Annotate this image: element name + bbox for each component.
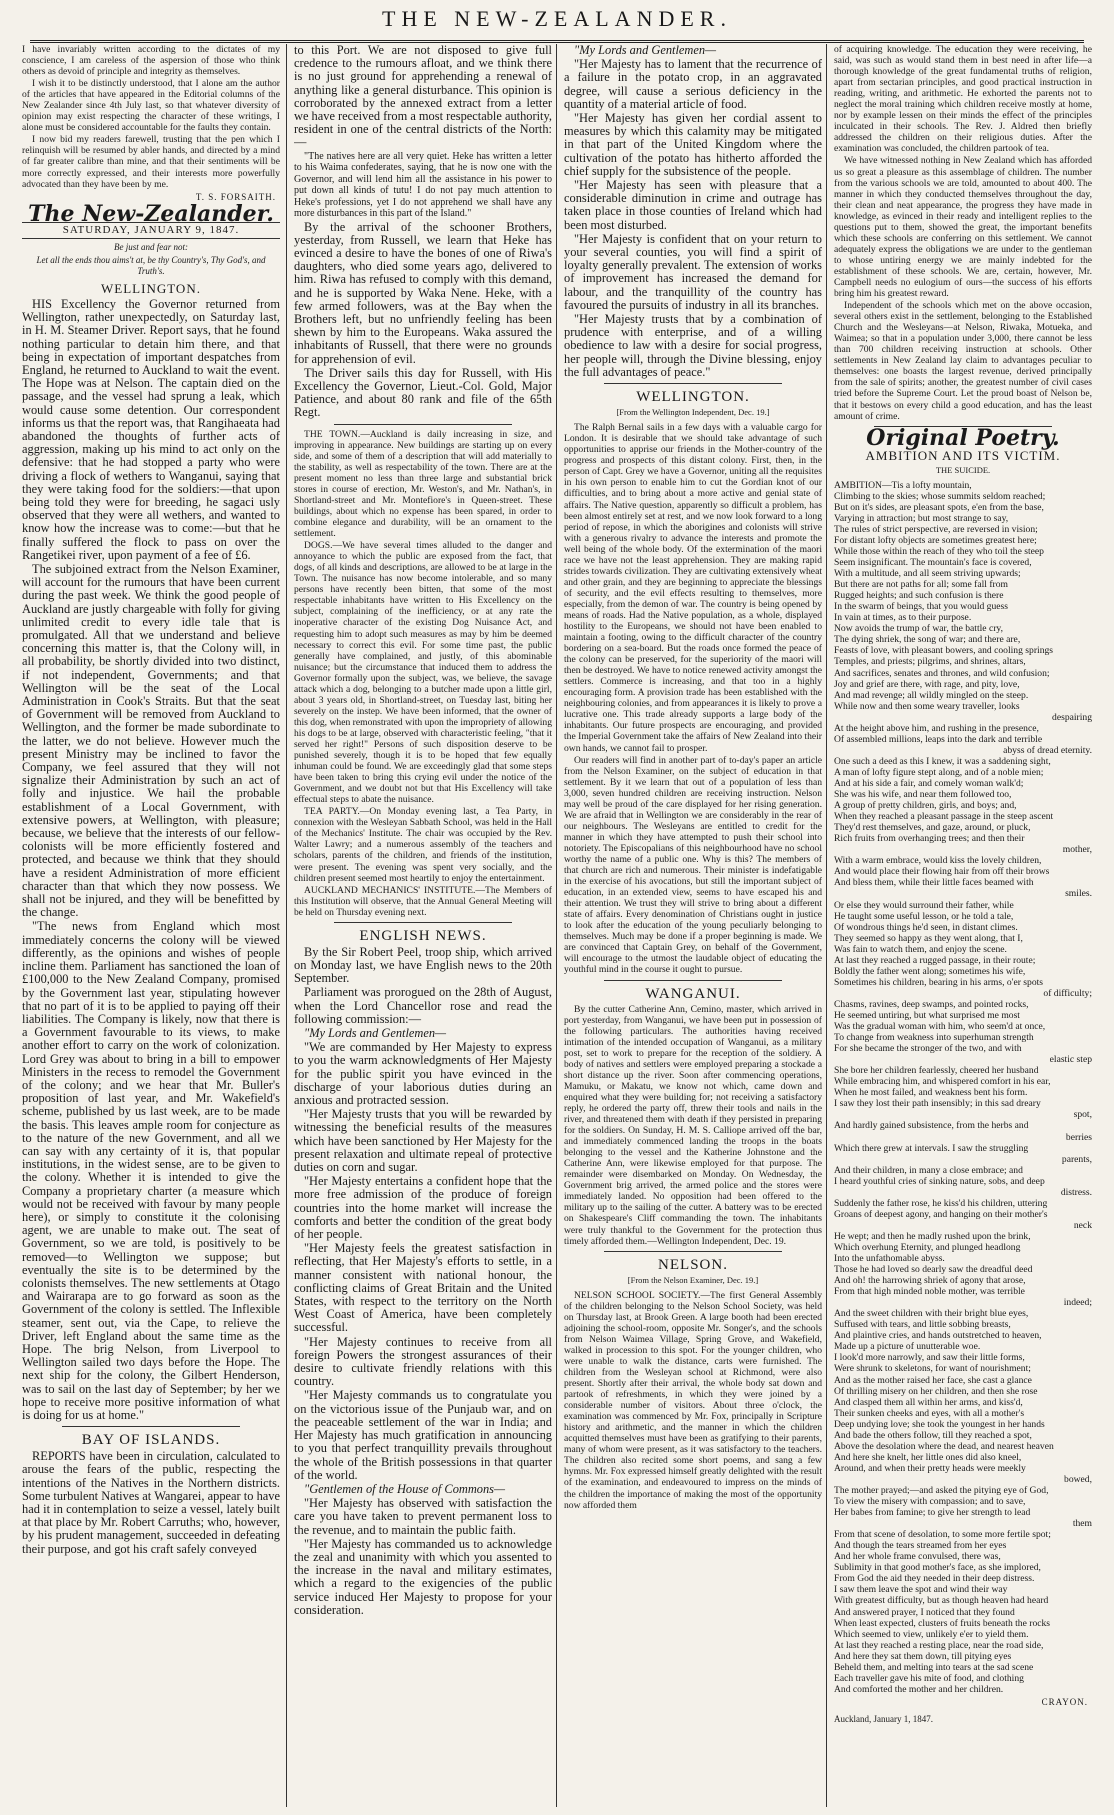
poem-line: But there are not paths for all; some fall from xyxy=(834,579,1008,591)
article-paragraph: Our readers will find in another part of to-day's paper an article from the Nelson Examiner, on the subject of education in that settlement. By it we learn that out of a population of less than 3,000, seven hundred children are receiving instruction. Nelson may well be proud of the care displayed for her rising generation. We are afraid that in Wellington we are considerably in the rear of our neighbours. The Wesleyans are entitled to credit for the manner in which they have attempted to push their school into notoriety. The Episcopalians of this neighbourhood have no school worthy the name of a public one. Why is this? The members of that church are rich and numerous. Their minister is indefatigable in the exercise of his avocations, but still the important subject of education, in an extended view, seems to have escaped his and their attention. We trust they will strive to bring about a different state of affairs. Every denomination of Christians ought in justice to look after the education of the young peculiarly belonging to themselves. Much may be done if a proper beginning is made. We are convinced that Captain Grey, on behalf of the Government, will encourage to the utmost the laudable object of educating the youthful mind in the course it ought to pursue. xyxy=(564,754,822,976)
article-wellington xyxy=(22,298,280,1422)
poem-line: And bless them, while their little faces beamed with xyxy=(834,877,1034,889)
poem-line: When he most failed, and weakness bent his form. xyxy=(834,1087,1028,1099)
poem-line: Rich fruits from overhanging trees; and then their xyxy=(834,833,1025,845)
speech-paragraph: "Her Majesty has to lament that the recurrence of a failure in the potato crop, in an aggravated degree, will cause a serious deficiency in the quantity of a material article of food. xyxy=(564,57,822,111)
letter-paragraph: I have invariably written according to the dictates of my conscience, I am careless of the aspersion of those who think others as devoid of principle and integrity as themselves. xyxy=(22,44,280,78)
speech-paragraph: "Her Majesty commands us to congratulate you on the victorious issue of the Punjaub war, and on the peaceable settlement of the war in India; and Her Majesty has much gratification in announcing to you that perfect tranquillity prevails throughout the whole of the British possessions in that quarter of the world. xyxy=(294,1388,552,1482)
poem-line: From God the aid they needed in their deep distress. xyxy=(834,1573,1035,1585)
poem-line: The dying shriek, the song of war; and there are, xyxy=(834,634,1021,646)
poem-line: Beheld them, and melting into tears at the sad scene xyxy=(834,1661,1034,1673)
poem-line: With a warm embrace, would kiss the lovely children, xyxy=(834,855,1042,867)
poem-line: To view the misery with compassion; and to save, xyxy=(834,1496,1026,1508)
article-nelson-continued xyxy=(834,44,1092,422)
poem-line: AMBITION—Tis a lofty mountain, xyxy=(834,479,972,491)
poem-line: Those he had loved so dearly saw the dreadful deed xyxy=(834,1264,1033,1276)
poem-line: Groans of deepest agony, and hanging on their mother's xyxy=(834,1208,1048,1220)
poem-line: I saw they lost their path insensibly; in this sad dreary xyxy=(834,1098,1041,1110)
poem-line: Her babes from famine; to give her strength to lead xyxy=(834,1507,1031,1519)
speech-salutation: "My Lords and Gentlemen— xyxy=(304,1026,447,1040)
poem-line: Deep undying love; she took the youngest in her hands xyxy=(834,1418,1045,1430)
poem-line: despairing xyxy=(1052,711,1092,723)
article-paragraph: "The natives here are all very quiet. Heke has written a letter to his Waima confederates, saying, that he is now one with the Governor, and will lend him all the assistance in his power to put down all kinds of tutu! I do not pay much attention to Heke's professions, yet I do not apprehend we shall have any more disturbances in this part of the Island." xyxy=(294,150,552,220)
poem-line: And here they sat them down, till pitying eyes xyxy=(834,1650,1012,1662)
article-bay-continued xyxy=(294,44,552,420)
article-wellington-independent xyxy=(564,422,822,975)
column-rule xyxy=(826,44,827,1807)
poem-line: neck xyxy=(1073,1219,1092,1231)
poem-line: Of assembled millions, leaps into the dark and terrible xyxy=(834,733,1043,745)
news-paragraph: THE TOWN.—Auckland is daily increasing in size, and improving in appearance. New buildings are starting up on every side, and some of them of a description that will add materially to the stability, as well as respectability of the town. There are at the present moment no less than three large and substantial brick stores in course of erection, Mr. Weston's, and Mr. Nathan's, in Shortland-street and Mr. Montefiore's in Queen-street. These buildings, about which no expense has been spared, in order to combine elegance and durability, will be an ornament to the settlement. xyxy=(294,428,552,540)
paper-title: The New-Zealander. xyxy=(28,200,274,227)
letter-paragraph: I now bid my readers farewell, trusting that the pen which I relinquish will be resumed by abler hands, and directed by a mind of far greater calibre than mine, and that their sentiments will be more correctly expressed, and their interests more powerfully advocated than they have been by me. xyxy=(22,134,280,190)
speech-salutation: "Gentlemen of the House of Commons— xyxy=(304,1481,506,1496)
poem-line: Now avoids the trump of war, the battle cry, xyxy=(834,623,1003,635)
poem-line: I heard youthful cries of sinking nature, sobs, and deep xyxy=(834,1175,1045,1187)
poem-line: And though the tears streamed from her eyes xyxy=(834,1540,1007,1552)
article-paragraph: HIS Excellency the Governor returned from Wellington, rather unexpectedly, on Saturday last, in H. M. Steamer Driver. Report says, that he found nothing particular to detain him there, and that being in expectation of important despatches from England, he returned to Auckland to wait the event. The Hope was at Nelson. The captain died on the passage, and the vessel had sprung a leak, which would cause some detention. Our correspondent informs us that the report was, that Rangihaeata had abandoned the thoughts of further acts of aggression, making up his mind to act only on the defensive: that he had stopped a party who were driving a flock of wethers to Wanganui, saying that they were taking food for the soldiers:—that upon being told they were for breeding, he sagaci usly observed that they were all wethers, and wanted to know how the increase was to come:—but that he finally suffered the flock to pass on over the Rangetikei river, upon payment of a fee of £6. xyxy=(22,296,280,562)
article-paragraph: REPORTS have been in circulation, calculated to arouse the fears of the public, respecting the intentions of the Natives in the Northern districts. Some turbulent Natives at Wangarei, appear to have had it in contemplation to seize a vessel, lately built at that place by Mr. Robert Carruths; who, however, by his prudent management, succeeded in defeating their purpose, and got his craft safely conveyed xyxy=(22,1449,280,1556)
poem-line: Of thrilling misery on her children, and then she rose xyxy=(834,1385,1038,1397)
poem-line: Which overhung Eternity, and plunged headlong xyxy=(834,1241,1021,1253)
article-paragraph: By the Sir Robert Peel, troop ship, which arrived on Monday last, we have English news to the 20th September. xyxy=(294,944,552,986)
column-3 xyxy=(564,44,822,1807)
article-paragraph: By the arrival of the schooner Brothers, yesterday, from Russell, we learn that Heke has evinced a desire to have the bones of one of Riwa's daughters, who died some years ago, delivered to him. Riwa has refused to comply with this demand, and he is supported by Waka Nene. Heke, with a few armed followers, was at the Bay when the Brothers left, but no unfriendly feeling has been shewn by him to the Europeans. Waka assured the inhabitants of Russell, that there were no grounds for apprehension of evil. xyxy=(294,219,552,366)
speech-paragraph: "Her Majesty is confident that on your return to your several counties, you will find a spirit of loyalty generally prevalent. The extension of works of improvement has increased the demand for labour, and the tranquillity of the country has favoured the pursuits of industry in all its branches. xyxy=(564,231,822,312)
speech-paragraph: "Her Majesty trusts that by a combination of prudence with enterprise, and of a willing obedience to law with a desire for social progress, her people will, through the Divine blessing, enjoy the full advantages of peace." xyxy=(564,312,822,379)
poem-line: parents, xyxy=(1061,1153,1092,1165)
article-paragraph: The subjoined extract from the Nelson Examiner, will account for the rumours that have been current during the past week. We think the good people of Auckland are justly chargeable with folly for giving unlimited credit to every idle tale that is promulgated. All that we understand and believe concerning this matter is, that the Colony will, in all probability, be shortly divided into two distinct, if not independent, Governments; and that Wellington will be the seat of the Local Administration in Cook's Straits. But that the seat of Government will be removed from Auckland to Wellington, and the former be made subordinate to the latter, we do not believe. However much the present Ministry may be inclined to favor the Company, we feel assured that they will not signalize their Administration by such an act of folly and injustice. We hail the probable establishment of a Local Government, with extensive powers, at Wellington, with pleasure; because, we believe that the interests of our fellow-colonists will be more efficiently fostered and protected, and because we think that they should have a resident Administration of more efficient character than that which they now possess. We shall not be injured, and they will be benefitted by the change. xyxy=(22,562,280,920)
poem-line: To change from weakness into superhuman strength xyxy=(834,1032,1034,1044)
masthead-title: THE NEW-ZEALANDER. xyxy=(382,6,732,31)
speech-paragraph: "Her Majesty has seen with pleasure that a considerable diminution in crime and outrage has taken place in those counties of Ireland which had been most disturbed. xyxy=(564,178,822,232)
speech-paragraph: "Her Majesty has given her cordial assent to measures by which this calamity may be mitigated in that part of the United Kingdom where the cultivation of the potato has hitherto afforded the chief supply for the subsistence of the people. xyxy=(564,111,822,178)
poem-line: From that high minded noble mother, was terrible xyxy=(834,1286,1025,1298)
poem-line: abyss of dread eternity. xyxy=(1003,744,1092,756)
poem-line: Or else they would surround their father, while xyxy=(834,899,1014,911)
poem-line: smiles. xyxy=(1065,888,1092,900)
poem-line: And bade the others follow, till they reached a spot, xyxy=(834,1429,1032,1441)
divider xyxy=(62,1426,240,1427)
poem-line: Joy and grief are there, with rage, and pity, love, xyxy=(834,678,1020,690)
poem-line: I saw them leave the spot and wind their way xyxy=(834,1584,1008,1596)
poem-line: And mad revenge; all wildly mingled on the steep. xyxy=(834,689,1029,701)
poem-line: While those within the reach of they who toil the steep xyxy=(834,546,1044,558)
poem-line: Feasts of love, with pleasant bowers, and cooling springs xyxy=(834,645,1054,657)
poem-line: Were shrunk to skeletons, for want of nourishment; xyxy=(834,1363,1031,1375)
poem-line: distress. xyxy=(1060,1186,1092,1198)
poem-line: At the height above him, and rushing in the presence, xyxy=(834,722,1039,734)
poem-line: While embracing him, and whispered comfort in his ear, xyxy=(834,1076,1051,1088)
article-speech-continued xyxy=(564,44,822,379)
speech-salutation: "My Lords and Gentlemen— xyxy=(574,44,717,57)
motto-line: Let all the ends thou aims't at, be thy Country's, Thy God's, and Truth's. xyxy=(36,254,266,276)
poem-line: And here she knelt, her little ones did also kneel, xyxy=(834,1451,1022,1463)
poem-line: And plaintive cries, and hands outstretched to heaven, xyxy=(834,1330,1042,1342)
article-paragraph: The Ralph Bernal sails in a few days with a valuable cargo for London. It is desirable that we should take advantage of such opportunities to apprise our friends in the Mother-country of the progress and prospects of this distant colony. First, then, in the person of Capt. Grey we have a Governor, uniting all the requisites in his own person to enable him to cut the Gordian knot of our difficulties, and to bring about a more active and genial state of affairs. The Native question, apparently so difficult a problem, has been almost entirely set at rest, and we now look forward to a long period of repose, in which the aborigines and colonists will strive with a generous rivalry to advance the interests and promote the well being of the whole body. Of the extermination of the maori race we have not the least apprehension. They are making rapid strides towards civilization. They are cultivating extensively wheat and other grain, and they are beginning to appreciate the blessings of security, and the evil effects resulting to themselves, more especially, from the demon of war. The country is being opened by means of roads. Had the Native population, as a whole, displayed hostility to the Europeans, we should not have been enabled to maintain a footing, owing to the difficult character of the country bordering on a sea-board. But the roads once formed the peace of the colony can be preserved, for the superiority of the maori will then be destroyed. We have to notice renewed activity amongst the settlers. Commerce is increasing, and that too in a highly encouraging form. A provision trade has been established with the neighbouring colonies, and from appearances it is likely to prove a lucrative one. This trade already supports a large body of the inhabitants. Our future prospects are encouraging, and provided the Imperial Government take the affairs of New Zealand into their own hands, we cannot fail to prosper. xyxy=(564,422,822,754)
article-wanganui xyxy=(564,1004,822,1247)
poem-line: Sometimes his children, bearing in his arms, o'er spots xyxy=(834,976,1044,988)
poem-line: Their sunken cheeks and eyes, with all a mother's xyxy=(834,1407,1025,1419)
article-paragraph: "The news from England which most immediately concerns the colony will be viewed differently, as the opinions and wishes of people incline them. Parliament has sanctioned the loan of £100,000 to the New Zealand Company, promised by the Government last year, stipulating however that no part of it is to be applied to paying off their liabilities. The Company is likely, now that there is a Government favourable to its views, to make another effort to carry on the work of colonization. Lord Grey was about to bring in a bill to empower Ministers in the recess to remodel the Government of the colony; and we hear that Mr. Buller's proposition of last year, and Mr. Wakefield's scheme, published by us last week, are to be made the basis. This leaves ample room for conjecture as to the nature of the new Government, and all we can say with any certainty of it is, that popular institutions, in the widest sense, are to be given to the colony. Whether it is intended to give the Company a proprietary charter (a measure which would not be received with favour by many people here), or simply to constitute it the colonising agent, we are unable to make out. The seat of Government, so we are told, is positively to be removed—to Wellington we suppose; but eventually the site is to be determined by the colonists themselves. The new settlements at Otago and Wairarapa are to go forward as soon as the Government of the colony is settled. The Inflexible steamer, sent out, via the Cape, to relieve the Driver, left England about the same time as the Hope. The brig Nelson, from Liverpool to Wellington sailed two days before the Hope. The next ship for the colony, the Gilbert Henderson, was to sail on the last day of September; by her we hope to receive more positive information of what is doing for us at home." xyxy=(22,919,280,1422)
poem-line: From that scene of desolation, to some more fertile spot; xyxy=(834,1529,1051,1541)
poem-line: Was fain to watch them, and enjoy the scene. xyxy=(834,943,1007,955)
poem-line: In vain at times, as to their purpose. xyxy=(834,612,972,624)
speech-paragraph: "Her Majesty continues to receive from all foreign Powers the strongest assurances of their desire to cultivate friendly relations with this country. xyxy=(294,1334,552,1389)
poem-line: Varying in attraction; but most strange to say, xyxy=(834,512,1009,524)
article-paragraph: We have witnessed nothing in New Zealand which has afforded us so great a pleasure as this assemblage of children. The number from the various schools we are told, amounted to about 400. The manner in which they conducted themselves throughout the day, their clean and neat appearance, the progress they have made in knowledge, as evinced in their ready and intelligent replies to the questions put to them, showed the great, the important benefits which these schools are conferring on this settlement. We cannot adequately express the obligations we are under to the gentleman to whose untiring energy we are mainly indebted for the establishment of these schools. We are, certain, however, Mr. Campbell needs no eulogium of ours—the success of his efforts bring him his greatest reward. xyxy=(834,155,1092,300)
poem-line: They seemed so happy as they went along, that I, xyxy=(834,932,1023,944)
article-paragraph: NELSON SCHOOL SOCIETY.—The first General Assembly of the children belonging to the Nelson School Society, was held on Thursday last, at Brook Green. A large booth had been erected adjoining the school-room, opposite Mr. Songer's, and the schools from Nelson Waimea Village, Spring Grove, and Wakefield, walked in procession to this spot. For the younger children, who were unable to walk the distance, carts were furnished. The children from the Wesleyan school at Richmond, were also present. Shortly after their arrival, the whole body sat down and partook of refreshments, in which they were joined by a considerable number of visitors. About three o'clock, the examination was commenced by Mr. Fox, principally in Scripture history and arithmetic, and the manner in which the children acquitted themselves must have been as gratifying to their parents, many of whom were present, as it was satisfactory to the teachers. The children also recited some short poems, and sang a few hymns. Mr. Fox expressed himself greatly delighted with the result of the examination, and endeavoured to impress on the minds of the children the importance of making the most of the opportunity now afforded them xyxy=(564,1289,822,1511)
divider xyxy=(334,922,512,923)
poem-line: Around, and when their pretty heads were meekly xyxy=(834,1462,1026,1474)
article-paragraph: to this Port. We are not disposed to give full credence to the rumours afloat, and we think there is no just ground for apprehending a renewal of anything like a general disturbance. This opinion is corroborated by the annexed extract from a letter we have received from a most respectable authority, resident in one of the central districts of the North:— xyxy=(294,44,552,150)
poem-line: Chasms, ravines, deep swamps, and pointed rocks, xyxy=(834,998,1029,1010)
poem-line: them xyxy=(1072,1518,1092,1530)
poem-line: And at his side a fair, and comely woman walk'd; xyxy=(834,778,1024,789)
column-rule xyxy=(556,44,557,1807)
dateline: SATURDAY, JANUARY 9, 1847. xyxy=(22,222,280,239)
divider xyxy=(604,980,782,981)
article-paragraph: The Driver sails this day for Russell, with His Excellency the Governor, Lieut.-Col. Gold, Major Patience, and about 80 rank and file of the 65th Regt. xyxy=(294,365,552,420)
news-paragraph: DOGS.—We have several times alluded to the danger and annoyance to which the public are exposed from the fact, that dogs, of all kinds and descriptions, are allowed to be at large in the Town. The nuisance has now become intolerable, and so many persons have recently been bitten, that some of the most respectable inhabitants have written to His Excellency on the subject, complaining of the inefficiency, or at any rate the inoperative character of the existing Dog Nuisance Act, and requesting him to adopt such measures as may by him be deemed necessary to correct this evil. For some time past, the public generally have complained, and justly, of this abominable nuisance; but the circumstance that induced them to address the Governor formally upon the subject, was, we believe, the savage attack which a dog, belonging to a butcher made upon a little girl, about 3 years old, in Shortland-street, on Tuesday last, biting her severely on the instep. We have been informed, that the owner of this dog, when remonstrated with upon the impropriety of allowing his dogs to be at large, observed with characteristic feeling, "that it served her right!" Persons of such disposition deserve to be punished severely, though it is to be hoped that few equally inhuman could be found. We are exceedingly glad that some steps have been taken to bring this crying evil under the notice of the Government, and we doubt not but that His Excellency will take effectual steps to abate the nuisance. xyxy=(294,540,552,806)
poem-line: Suddenly the father rose, he kiss'd his children, uttering xyxy=(834,1197,1048,1209)
poem-body xyxy=(834,480,1092,1695)
poem-line: elastic step xyxy=(1049,1054,1092,1066)
poem-line: One such a deed as this I knew, it was a saddening sight, xyxy=(834,755,1051,767)
section-heading: ENGLISH NEWS. xyxy=(359,927,487,944)
poem-line: When they reached a pleasant passage in the steep ascent xyxy=(834,811,1054,823)
poem-title: AMBITION AND ITS VICTIM. xyxy=(865,447,1061,463)
speech-paragraph: "Her Majesty feels the greatest satisfaction in reflecting, that Her Majesty's efforts to settle, in a manner consistent with national honour, the conflicting claims of Great Britain and the United States, with respect to the territory on the North West Coast of America, have been completely successful. xyxy=(294,1241,552,1335)
news-paragraph: AUCKLAND MECHANICS' INSTITUTE.—The Members of this Institution will observe, that the Annual General Meeting will be held on Thursday evening next. xyxy=(294,884,552,918)
poem-line: Above the desolation where the dead, and nearest heaven xyxy=(834,1440,1054,1452)
divider xyxy=(604,1251,782,1252)
article-paragraph: Independent of the schools which met on the above occasion, several others exist in the settlement, belonging to the Established Church and the Wesleyans—at Nelson, Riwaka, Motueka, and Waimea; so that in a population under 3,000, there cannot be less than 700 children receiving instruction at schools. Other settlements in New Zealand lay claim to advantages peculiar to themselves: one boasts the largest revenue, derived principally from the sale of spirits; another, the greatest number of civil cases tried before the Supreme Court. Let the proud boast of Nelson be, that it bestows on every child a good education, and has the least amount of crime. xyxy=(834,300,1092,422)
poem-line: And hardly gained subsistence, from the herbs and xyxy=(834,1120,1029,1132)
poem-line: Rugged heights; and such confusion is there xyxy=(834,590,1004,602)
poem-line: But on it's sides, are pleasant spots, e'en from the base, xyxy=(834,501,1044,513)
poem-line: Made up a picture of unutterable woe. xyxy=(834,1341,981,1353)
poem-line: And answered prayer, I noticed that they found xyxy=(834,1606,1015,1618)
section-heading: WELLINGTON. xyxy=(101,280,201,296)
poem-line: Was the gradual woman with him, who seem'd at once, xyxy=(834,1021,1046,1033)
poem-line: She was his wife, and near them followed too, xyxy=(834,789,1012,801)
speech-paragraph: "We are commanded by Her Majesty to express to you the warm acknowledgments of Her Majesty for the public spirit you have evinced in the discharge of your laborious duties during an anxious and protracted session. xyxy=(294,1040,552,1108)
article-nelson xyxy=(564,1290,822,1511)
poem-line: spot, xyxy=(1073,1109,1092,1121)
poem-line: Seem insignificant. The mountain's face is covered, xyxy=(834,557,1032,569)
poem-line: Suffused with tears, and little sobbing breasts, xyxy=(834,1319,1011,1331)
article-bay-of-islands xyxy=(22,1450,280,1556)
poem-line: And the sweet children with their bright blue eyes, xyxy=(834,1308,1029,1320)
poem-line: The mother prayed;—and asked the pitying eye of God, xyxy=(834,1485,1049,1496)
poem-line: A man of lofty figure stept along, and of a noble mien; xyxy=(834,766,1044,778)
column-4 xyxy=(834,44,1092,1807)
poem-line: bowed, xyxy=(1064,1473,1092,1485)
poem-dateline: Auckland, January 1, 1847. xyxy=(834,1713,933,1724)
poem-line: And oh! the harrowing shriek of agony that arose, xyxy=(834,1275,1026,1287)
poem-line: A group of pretty children, girls, and boys; and, xyxy=(834,800,1017,812)
poem-line: They'd rest themselves, and gaze, around, or pluck, xyxy=(834,822,1031,834)
poem-line: And her whole frame convulsed, there was, xyxy=(834,1551,1001,1563)
poem-line: Temples, and priests; pilgrims, and shrines, altars, xyxy=(834,656,1026,668)
section-heading: WANGANUI. xyxy=(645,985,741,1002)
letter-signature: T. S. FORSAITH. xyxy=(195,191,276,202)
poem-line: At last they reached a rugged passage, in their route; xyxy=(834,954,1036,966)
poem-line: of difficulty; xyxy=(1043,987,1092,999)
section-heading: NELSON. xyxy=(658,1256,728,1273)
poem-line: For she became the stronger of the two, and with xyxy=(834,1043,1022,1055)
poem-line: And would place their flowing hair from off their brows xyxy=(834,866,1050,878)
local-news xyxy=(294,429,552,918)
poem-signature: CRAYON. xyxy=(1041,1696,1088,1707)
poem-line: He wept; and then he madly rushed upon the brink, xyxy=(834,1230,1031,1242)
poem-line: While now and then some weary traveller, looks xyxy=(834,700,1020,712)
poem-line: With greatest difficulty, but as though heaven had heard xyxy=(834,1595,1049,1607)
poem-line: Boldly the father went along; sometimes his wife, xyxy=(834,965,1026,977)
poem-subtitle: THE SUICIDE. xyxy=(935,464,991,475)
article-paragraph: By the cutter Catherine Ann, Cemino, master, which arrived in port yesterday, from Wanganui, we have been put in possession of the following particulars. The authorities having received intimation of the intended occupation of Wanganui, as a military post, set to work to prepare for the reception of the soldiery. A body of natives and settlers were employed preparing a stockade a short distance up the river. Soon after commencing operations, Mamuku, or Makatu, we know not which, came down and enquired what they were building for; not receiving a satisfactory reply, he ordered the party off, threw their tools and nails in the river, and threatened them with death if they persisted in preparing for the soldiers. On Sunday, H. M. S. Calliope arrived off the bar, and immediately commenced landing the troops in the boats belonging to the vessel and the Katherine Johnstone and the Catherine Ann, were likewise employed for that purpose. The remainder were disembarked on Monday. On Wednesday, the Government brig arrived, the armed police and the stores were immediately landed. No opposition had been offered to the military up to the sailing of the cutter. A battery was to be erected on Shakespeare's Cliff commanding the town. The inhabitants were truly thankful to the Government for the protection thus timely afforded them.—Wellington Independent, Dec. 19. xyxy=(564,1003,822,1247)
poem-line: Which there grew at intervals. I saw the struggling xyxy=(834,1142,1029,1154)
divider xyxy=(334,424,512,425)
poem-line: Into the unfathomable abyss. xyxy=(834,1253,945,1265)
poem-line: Sublimity in that good mother's face, as she implored, xyxy=(834,1562,1041,1574)
article-paragraph: of acquiring knowledge. The education they were receiving, he said, was such as would stand them in best need in after life—a thorough knowledge of the great fundamental truths of religion, apart from sectarian principles, and good practical instruction in reading, writing, and arithmetic. He exhorted the parents not to neglect the moral training which children receive mostly at home, nor by example lessen on their minds the effect of the principles inculcated in their schools. The Rev. J. Aldred then briefly addressed the children on their religious duties. After the examination was concluded, the children partook of tea. xyxy=(834,44,1092,155)
column-1 xyxy=(22,44,280,1807)
poem-line: She bore her children fearlessly, cheered her husband xyxy=(834,1065,1039,1077)
poem-line: Of wondrous things he'd seen, in distant climes. xyxy=(834,921,1018,933)
poem-line: Each traveller gave his mite of food, and clothing xyxy=(834,1672,1024,1684)
article-paragraph: Parliament was prorogued on the 28th of August, when the Lord Chancellor rose and read the following commission:— xyxy=(294,985,552,1026)
speech-paragraph: "Her Majesty entertains a confident hope that the more free admission of the produce of foreign countries into the home market will increase the comforts and better the condition of the great body of her people. xyxy=(294,1174,552,1242)
poem-line: And as the mother raised her face, she cast a glance xyxy=(834,1374,1032,1386)
article-english-news xyxy=(294,946,552,1617)
masthead xyxy=(30,6,1084,43)
motto-line: Be just and fear not: xyxy=(114,241,188,252)
news-paragraph: TEA PARTY.—On Monday evening last, a Tea Party, in connexion with the Wesleyan Sabbath School, was held in the Hall of the Mechanics' Institute. The chair was occupied by the Rev. Walter Lawry; and a numerous assembly of the teachers and scholars, parents of the children, and friends of the institution, were present. The evening was spent very socially, and the children present seemed most heartily to enjoy the entertainment. xyxy=(294,806,552,884)
source-line: [From the Wellington Independent, Dec. 19.] xyxy=(616,407,770,418)
column-2 xyxy=(294,44,552,1807)
poem-line: The rules of strict perspective, are reversed in vision; xyxy=(834,523,1038,535)
poem-line: And their children, in many a close embrace; and xyxy=(834,1164,1023,1176)
poem-line: And comforted the mother and her children. xyxy=(834,1683,1004,1695)
poem-line: He taught some useful lesson, or he told a tale, xyxy=(834,910,1014,922)
letter xyxy=(22,44,280,203)
poem-line: He seemed untiring, but what surprised me most xyxy=(834,1009,1020,1021)
letter-paragraph: I wish it to be distinctly understood, that I alone am the author of the articles that have appeared in the Editorial columns of the New Zealander since 4th July last, so that whatever diversity of opinion may exist respecting the character of these writings, I alone must be considered accountable for the faults they contain. xyxy=(22,78,280,134)
divider xyxy=(604,383,782,384)
poem-line: Which seemed to view, unlikely e'er to yield them. xyxy=(834,1628,1029,1640)
poem-line: berries xyxy=(1065,1131,1092,1143)
poetry-heading: Original Poetry. xyxy=(866,424,1060,451)
poem-line: With a multitude, and all seem striving upwards; xyxy=(834,568,1021,580)
speech-paragraph: "Her Majesty has observed with satisfaction the care you have taken to prevent permanent loss to the revenue, and to maintain the public faith. xyxy=(294,1496,552,1537)
poem-line: And sacrifices, senates and thrones, and wild confusion; xyxy=(834,667,1050,679)
column-rule xyxy=(286,44,287,1807)
speech-paragraph: "Her Majesty has commanded us to acknowledge the zeal and unanimity with which you assented to the increase in the naval and military estimates, which a regard to the exigencies of the public service induced Her Majesty to propose for your consideration. xyxy=(294,1536,552,1617)
section-heading: BAY OF ISLANDS. xyxy=(81,1432,221,1449)
source-line: [From the Nelson Examiner, Dec. 19.] xyxy=(627,1274,759,1285)
poem-line: Climbing to the skies; whose summits seldom reached; xyxy=(834,490,1046,502)
poem-line: indeed; xyxy=(1063,1297,1092,1309)
poem-line: I look'd more narrowly, and saw their little forms, xyxy=(834,1352,1025,1364)
poem-line: At last they reached a resting place, near the road side, xyxy=(834,1639,1044,1651)
poem-line: And clasped them all within her arms, and kiss'd, xyxy=(834,1396,1023,1408)
poem-line: mother, xyxy=(1062,844,1092,856)
poem-line: For distant lofty objects are sometimes greatest here; xyxy=(834,534,1037,546)
poem-line: When least expected, clusters of fruits beneath the rocks xyxy=(834,1617,1051,1629)
section-heading: WELLINGTON. xyxy=(636,389,750,406)
speech-paragraph: "Her Majesty trusts that you will be rewarded by witnessing the beneficial results of the measures which have been sanctioned by Her Majesty for the present relaxation and ultimate repeal of protective duties on corn and sugar. xyxy=(294,1107,552,1175)
poem-line: In the swarm of beings, that you would guess xyxy=(834,601,1008,613)
